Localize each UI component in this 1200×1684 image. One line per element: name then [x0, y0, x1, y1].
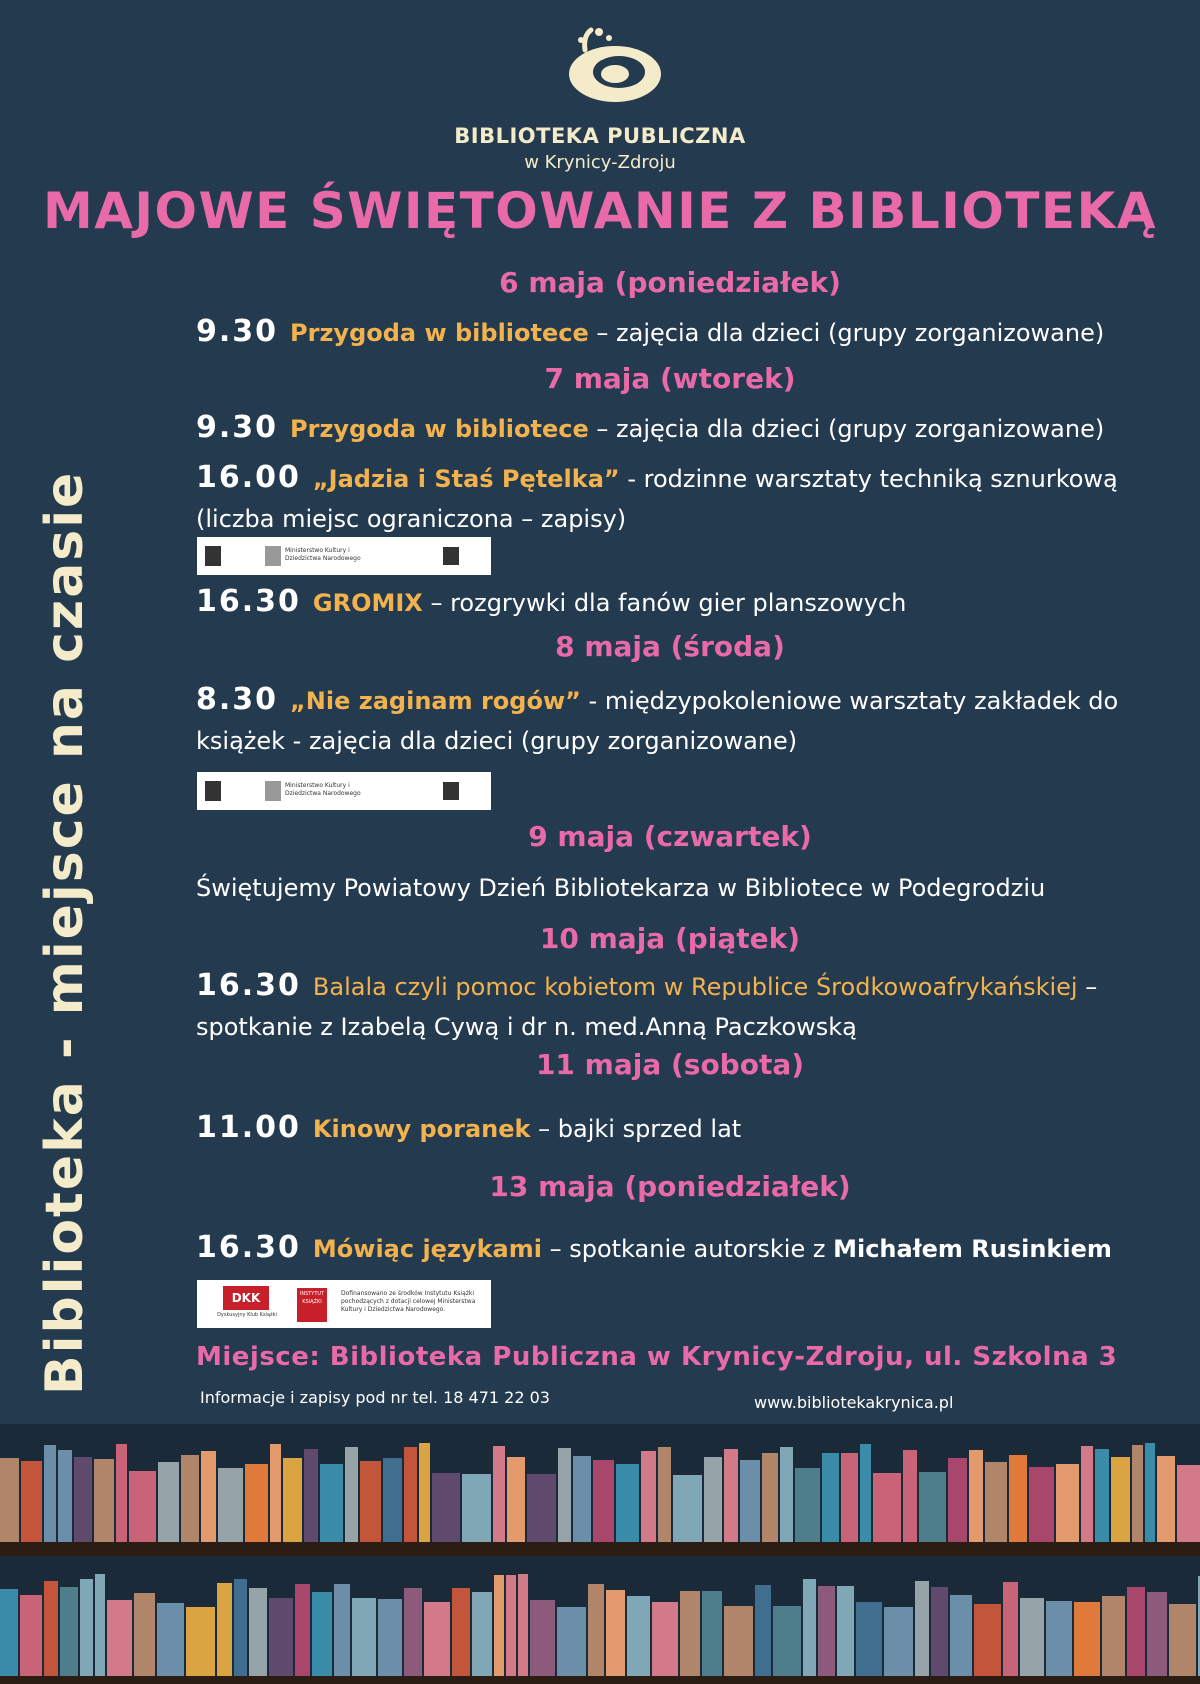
book-spine [755, 1585, 771, 1676]
event-location: Miejsce: Biblioteka Publiczna w Krynicy-Zdroju, ul. Szkolna 3 [196, 1342, 1118, 1372]
book-spine [312, 1592, 332, 1676]
book-spine [269, 1598, 293, 1676]
book-spine [950, 1595, 972, 1676]
book-spine [158, 1462, 179, 1542]
book-spine [985, 1462, 1007, 1542]
book-spine [80, 1579, 93, 1676]
book-spine [557, 1607, 586, 1676]
book-spine [1169, 1604, 1196, 1676]
day-heading: 13 maja (poniedziałek) [489, 1170, 851, 1203]
book-spine [1147, 1592, 1167, 1676]
book-spine [919, 1472, 946, 1542]
sponsor-note: Dofinansowano ze środków Instytutu Książki pochodzących z dotacji celowej Ministerstwa Kultury i Dziedzictwa Narodowego. [341, 1290, 476, 1313]
event-name: Balala czyli pomoc kobietom w Republice Środkowoafrykańskiej [312, 973, 1078, 1001]
dkk-logo: DKK [223, 1286, 269, 1310]
event-name: „Nie zaginam rogów” [290, 687, 581, 715]
book-spine [884, 1607, 913, 1676]
book-spine [1081, 1446, 1093, 1542]
book-spine [304, 1449, 318, 1542]
event-time: 16.00 [196, 460, 301, 495]
book-spine [378, 1599, 402, 1676]
book-spine [658, 1447, 671, 1542]
page-title: MAJOWE ŚWIĘTOWANIE Z BIBLIOTEKĄ [42, 182, 1158, 240]
event-item [196, 868, 1176, 908]
book-spine [404, 1447, 417, 1542]
event-desc: – zajęcia dla dzieci (grupy zorganizowane) [588, 415, 1105, 443]
book-spine [773, 1606, 801, 1676]
event-desc: – spotkanie autorskie z [541, 1235, 834, 1263]
event-name: Kinowy poranek [312, 1115, 531, 1143]
event-text: Świętujemy Powiatowy Dzień Bibliotekarza w Bibliotece w Podegrodziu [196, 874, 1046, 902]
book-spine [641, 1451, 656, 1542]
book-spine [606, 1590, 625, 1676]
book-spine [129, 1471, 156, 1542]
book-spine [1111, 1457, 1130, 1542]
instytut-ksiazki-logo: INSTYTUT KSIĄŻKI [297, 1288, 327, 1322]
book-spine [404, 1588, 422, 1676]
book-spine [948, 1458, 967, 1542]
book-spine [181, 1455, 199, 1542]
book-spine [704, 1457, 722, 1542]
event-desc: - rodzinne warsztaty techniką sznurkową (liczba miejsc ograniczona – zapisy) [196, 465, 1118, 533]
book-spine [95, 1574, 105, 1676]
book-spine [419, 1443, 430, 1542]
event-name: Przygoda w bibliotece [290, 415, 589, 443]
event-desc: – bajki sprzed lat [530, 1115, 742, 1143]
book-spine [616, 1464, 639, 1542]
sponsor-logo-strip [197, 772, 491, 810]
book-spine [60, 1587, 78, 1676]
book-spine [360, 1461, 381, 1542]
book-spine [530, 1600, 555, 1676]
book-spine [724, 1449, 738, 1542]
book-spine [249, 1588, 267, 1676]
book-spine [462, 1474, 491, 1542]
book-spine [44, 1581, 58, 1676]
event-desc: – zajęcia dla dzieci (grupy zorganizowane) [588, 319, 1105, 347]
book-spine [493, 1446, 505, 1542]
book-spine [20, 1595, 42, 1676]
event-time: 8.30 [196, 682, 279, 717]
book-spine [1009, 1455, 1027, 1542]
side-slogan: Biblioteka - miejsce na czasie [35, 470, 95, 1395]
day-heading: 11 maja (sobota) [535, 1048, 805, 1081]
book-spine [1102, 1596, 1125, 1676]
book-spine [856, 1602, 882, 1676]
book-spine [494, 1575, 504, 1676]
book-spine [724, 1606, 753, 1676]
book-spine [134, 1593, 155, 1676]
book-spine [780, 1447, 793, 1542]
book-spine [107, 1600, 132, 1676]
book-spine [873, 1473, 901, 1542]
event-name: Mówiąc językami [312, 1235, 542, 1263]
book-spine [1095, 1449, 1109, 1542]
book-spine [593, 1460, 614, 1542]
book-spine [507, 1457, 525, 1542]
book-spine [588, 1584, 604, 1676]
day-heading: 7 maja (wtorek) [544, 362, 796, 395]
book-spine [652, 1602, 678, 1676]
event-item [196, 1228, 1176, 1269]
book-spine [1074, 1602, 1100, 1676]
book-spine [452, 1588, 470, 1676]
book-spine [518, 1574, 528, 1676]
contact-info: Informacje i zapisy pod nr tel. 18 471 22 03 [200, 1388, 550, 1407]
book-spine [818, 1586, 835, 1676]
book-spine [680, 1591, 700, 1676]
book-spine [506, 1575, 516, 1676]
event-time: 11.00 [196, 1110, 301, 1145]
book-spine [673, 1475, 702, 1542]
book-spine [841, 1453, 858, 1542]
book-spine [740, 1460, 760, 1542]
book-spine [822, 1453, 839, 1542]
book-spine [974, 1604, 1001, 1676]
book-spine [1046, 1601, 1072, 1676]
sponsor-ministry-text: Ministerstwo Kultury i Dziedzictwa Narodowego [285, 547, 361, 562]
book-spine [1127, 1587, 1145, 1676]
book-spine [270, 1444, 281, 1542]
book-spine [157, 1603, 184, 1676]
book-spine [762, 1453, 778, 1542]
library-logo-icon [555, 22, 665, 102]
book-spine [931, 1587, 948, 1676]
book-spine [860, 1444, 871, 1542]
sponsor-logo-strip-dkk [197, 1280, 491, 1328]
event-item [196, 582, 1176, 623]
event-time: 9.30 [196, 314, 279, 349]
event-item [196, 680, 1176, 761]
library-name: BIBLIOTEKA PUBLICZNA [454, 124, 746, 148]
book-spine [320, 1464, 343, 1542]
book-spine [94, 1459, 114, 1542]
event-item [196, 966, 1176, 1047]
day-heading: 8 maja (środa) [555, 630, 785, 663]
book-spine [1056, 1464, 1079, 1542]
book-spine [21, 1461, 42, 1542]
event-desc: - międzypokoleniowe warsztaty zakładek do książek - zajęcia dla dzieci (grupy zorganizowane) [196, 687, 1119, 755]
book-spine [472, 1592, 492, 1676]
book-spine [1132, 1445, 1143, 1542]
sponsor-ministry-text: Ministerstwo Kultury i Dziedzictwa Narodowego [285, 782, 361, 797]
book-spine [969, 1450, 983, 1542]
book-spine [1145, 1443, 1155, 1542]
event-item [196, 408, 1176, 449]
book-spine [352, 1598, 376, 1676]
book-spine [44, 1445, 56, 1542]
book-spine [837, 1586, 854, 1676]
dkk-subtitle: Dyskusyjny Klub Książki [217, 1312, 277, 1318]
book-spine [245, 1464, 268, 1542]
sponsor-logo-strip [197, 537, 491, 575]
library-city: w Krynicy-Zdroju [524, 152, 676, 173]
event-name: „Jadzia i Staś Pętelka” [312, 465, 620, 493]
day-heading: 6 maja (poniedziałek) [499, 266, 841, 299]
book-spine [915, 1581, 929, 1676]
book-spine [558, 1448, 571, 1542]
book-spine [217, 1583, 232, 1676]
book-spine [201, 1451, 216, 1542]
book-spine [627, 1596, 650, 1676]
book-spine [234, 1579, 247, 1676]
book-spine [295, 1584, 310, 1676]
book-spine [186, 1607, 215, 1676]
book-spine [0, 1589, 18, 1676]
book-spine [218, 1468, 243, 1542]
day-heading: 9 maja (czwartek) [528, 820, 812, 853]
event-time: 16.30 [196, 1230, 301, 1265]
bookshelf-image [0, 1424, 1200, 1684]
book-spine [903, 1450, 917, 1542]
event-time: 16.30 [196, 968, 301, 1003]
book-spine [1020, 1598, 1044, 1676]
book-spine [432, 1473, 460, 1542]
event-time: 16.30 [196, 584, 301, 619]
event-guest: Michałem Rusinkiem [833, 1235, 1112, 1263]
book-spine [1157, 1456, 1175, 1542]
book-spine [0, 1458, 19, 1542]
book-spine [74, 1457, 92, 1542]
book-spine [345, 1447, 358, 1542]
book-spine [424, 1602, 450, 1676]
book-spine [527, 1474, 556, 1542]
book-spine [573, 1456, 591, 1542]
book-spine [1029, 1467, 1054, 1542]
event-name: GROMIX [312, 589, 423, 617]
event-desc: – rozgrywki dla fanów gier planszowych [422, 589, 907, 617]
book-spine [803, 1579, 816, 1676]
book-spine [795, 1468, 820, 1542]
website-link[interactable]: www.bibliotekakrynica.pl [754, 1393, 954, 1412]
event-item [196, 458, 1176, 539]
book-spine [1003, 1582, 1018, 1676]
book-spine [1177, 1465, 1200, 1542]
event-time: 9.30 [196, 410, 279, 445]
day-heading: 10 maja (piątek) [539, 922, 801, 955]
book-spine [702, 1591, 722, 1676]
book-spine [116, 1444, 127, 1542]
book-spine [58, 1450, 72, 1542]
event-name: Przygoda w bibliotece [290, 319, 589, 347]
event-item [196, 1108, 1176, 1149]
book-spine [383, 1458, 402, 1542]
event-item [196, 312, 1176, 353]
event-desc: – spotkanie z Izabelą Cywą i dr n. med.Anną Paczkowską [196, 973, 1098, 1041]
book-spine [283, 1458, 302, 1542]
book-spine [334, 1584, 350, 1676]
